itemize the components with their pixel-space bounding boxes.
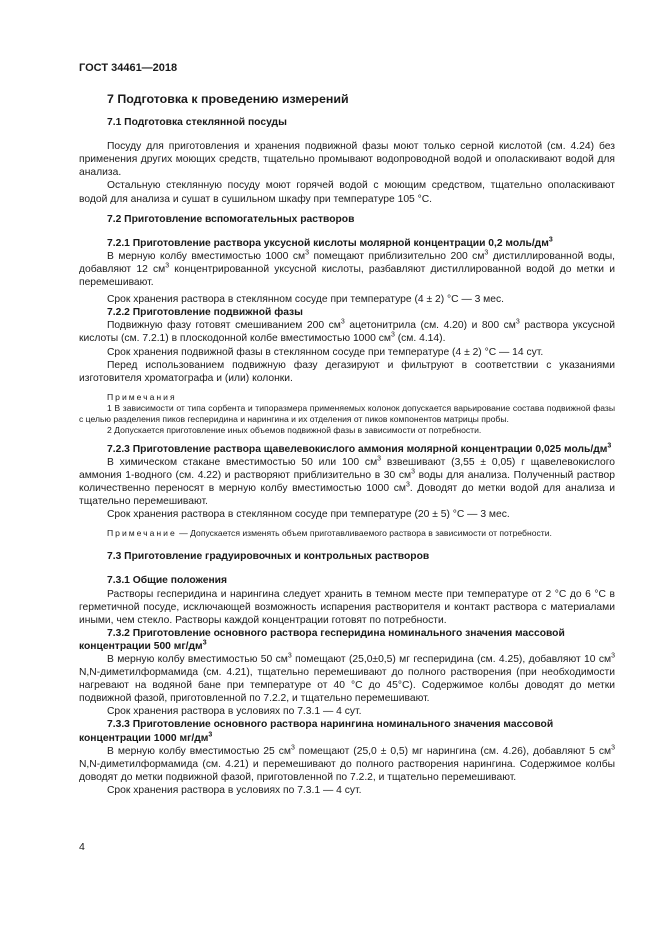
section-7-2-3-title: 7.2.3 Приготовление раствора щавелевокислого аммония молярной концентрации 0,025 моль/$дм^3$ <box>107 442 612 455</box>
paragraph: В химическом стакане вместимостью 50 или 100 $см^3$ взвешивают (3,55 ± 0,05) г щавелевокислого аммония 1-водного (см. 4.22) и растворяют приблизительно в 30 $см^3$ воды для анализа. Полученный раствор количественно переносят в мерную колбу вместимостью 1000 $см^3$. Доводят до метки водой для анализа и тщательно перемешивают. <box>79 455 615 508</box>
note: 2 Допускается приготовление иных объемов подвижной фазы в зависимости от потребности. <box>107 424 482 435</box>
document-header: ГОСТ 34461—2018 <box>79 62 178 74</box>
section-7-2-title: 7.2 Приготовление вспомогательных растворов <box>107 213 355 225</box>
paragraph: В мерную колбу вместимостью 50 $см^3$ помещают (25,0±0,5) мг гесперидина (см. 4.25), добавляют 10 $см^3$ N,N-диметилформамида (см. 4.21), тщательно перемешивают до полного растворения (при необходимости нагревают на водяной бане при температуре от 40 °С до 45°С). Содержимое колбы доводят до метки подвижной фазой, приготовленной по 7.2.2, и тщательно перемешивают. <box>79 652 615 705</box>
section-7-2-2-title: 7.2.2 Приготовление подвижной фазы <box>107 307 303 319</box>
paragraph: Срок хранения раствора в условиях по 7.3.1 — 4 сут. <box>107 706 362 718</box>
paragraph: Срок хранения подвижной фазы в стеклянном сосуде при температуре (4 ± 2) °С — 14 сут. <box>107 346 544 358</box>
section-7-2-1-title: 7.2.1 Приготовление раствора уксусной кислоты молярной концентрации 0,2 моль/$дм^3$ <box>107 236 553 249</box>
paragraph: Перед использованием подвижную фазу дегазируют и фильтруют в соответствии с указаниями изготовителя хроматографа и (или) колонки. <box>79 359 615 384</box>
page-number: 4 <box>79 841 85 853</box>
paragraph: Срок хранения раствора в условиях по 7.3.1 — 4 сут. <box>107 784 362 796</box>
paragraph: Посуду для приготовления и хранения подвижной фазы моют только серной кислотой (см. 4.24) без применения других моющих средств, тщательно промывают водопроводной водой и ополаскивают водой для анализа. <box>79 141 615 179</box>
paragraph: В мерную колбу вместимостью 25 $см^3$ помещают (25,0 ± 0,5) мг нарингина (см. 4.26), добавляют 5 $см^3$ N,N-диметилформамида (см. 4.21) и перемешивают до полного растворения нарингина. Содержимое колбы доводят до метки подвижной фазой, приготовленной по 7.2.2, и тщательно перемешивают. <box>79 744 615 783</box>
section-7-title: 7 Подготовка к проведению измерений <box>107 92 349 106</box>
paragraph: Срок хранения раствора в стеклянном сосуде при температуре (4 ± 2) °С — 3 мес. <box>107 294 504 306</box>
section-7-1-title: 7.1 Подготовка стеклянной посуды <box>107 117 287 129</box>
section-7-3-2-title: 7.3.2 Приготовление основного раствора гесперидина номинального значения массовой концентрации 500 $мг/дм^3$ <box>79 627 565 652</box>
note: 1 В зависимости от типа сорбента и типоразмера применяемых колонок допускается варьирование состава подвижной фазы с целью разделения пиков гесперидина и нарингина и их отделения от пиков компонентов матрицы пробы. <box>79 402 615 424</box>
note: Примечание — Допускается изменять объем приготавливаемого раствора в зависимости от потребности. <box>107 528 552 539</box>
paragraph: Подвижную фазу готовят смешиванием 200 $см^3$ ацетонитрила (см. 4.20) и 800 $см^3$ раствора уксусной кислоты (см. 7.2.1) в плоскодонной колбе вместимостью 1000 $см^3$ (см. 4.14). <box>79 318 615 345</box>
paragraph: Растворы гесперидина и нарингина следует хранить в темном месте при температуре от 2 °С до 6 °С в герметичной посуде, исключающей возможность испарения растворителя и контакт раствора с материалами иными, чем стекло. Растворы каждой концентрации готовят по потребности. <box>79 588 615 626</box>
section-7-3-3-title: 7.3.3 Приготовление основного раствора нарингина номинального значения массовой концентрации 1000 $мг/дм^3$ <box>79 719 554 744</box>
section-7-3-title: 7.3 Приготовление градуировочных и контрольных растворов <box>107 551 430 563</box>
paragraph: Остальную стеклянную посуду моют горячей водой с моющим средством, тщательно ополаскивают водой для анализа и сушат в сушильном шкафу при температуре 105 °С. <box>79 180 615 205</box>
page-content <box>79 93 615 797</box>
notes-heading: Примечания <box>107 391 177 402</box>
section-7-3-1-title: 7.3.1 Общие положения <box>107 575 227 587</box>
paragraph: В мерную колбу вместимостью 1000 $см^3$ помещают приблизительно 200 $см^3$ дистиллированной воды, добавляют 12 $см^3$ концентрированной уксусной кислоты, разбавляют дистиллированной водой до метки и перемешивают. <box>79 249 615 289</box>
paragraph: Срок хранения раствора в стеклянном сосуде при температуре (20 ± 5) °С — 3 мес. <box>107 509 510 521</box>
